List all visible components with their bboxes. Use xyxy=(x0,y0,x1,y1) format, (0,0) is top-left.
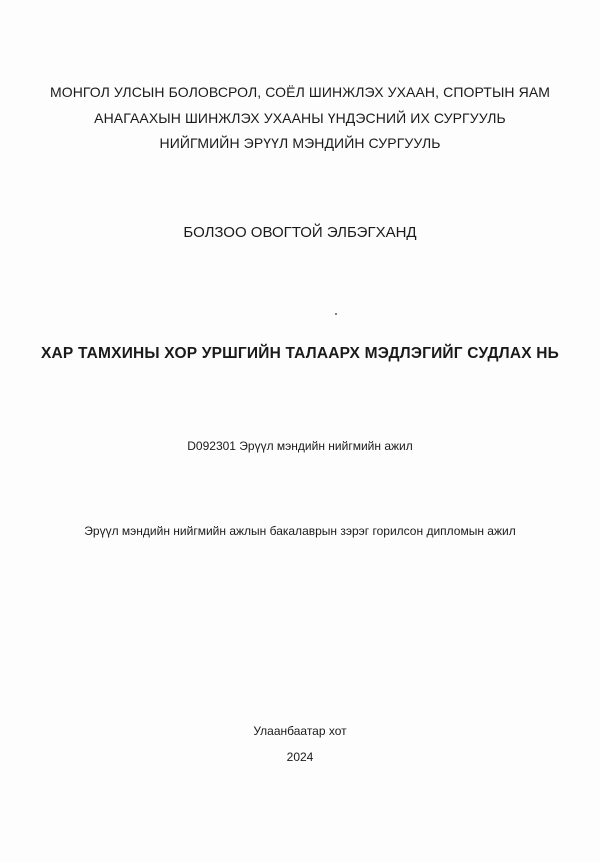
program-code: D092301 Эрүүл мэндийн нийгмийн ажил xyxy=(187,439,413,453)
ministry-name: МОНГОЛ УЛСЫН БОЛОВСРОЛ, СОЁЛ ШИНЖЛЭХ УХААН, СПОРТЫН ЯАМ xyxy=(49,84,551,100)
author-name: БОЛЗОО ОВОГТОЙ ЭЛБЭГХАНД xyxy=(183,224,417,241)
scan-speck xyxy=(335,313,337,315)
school-name: НИЙГМИЙН ЭРҮҮЛ МЭНДИЙН СУРГУУЛЬ xyxy=(159,135,441,151)
university-name: АНАГААХЫН ШИНЖЛЭХ УХААНЫ ҮНДЭСНИЙ ИХ СУРГУУЛЬ xyxy=(94,110,506,126)
thesis-title: ХАР ТАМХИНЫ ХОР УРШГИЙН ТАЛААРХ МЭДЛЭГИЙГ СУДЛАХ НЬ xyxy=(40,345,559,362)
year: 2024 xyxy=(286,750,314,764)
city: Улаанбаатар хот xyxy=(253,724,347,738)
degree-statement: Эрүүл мэндийн нийгмийн ажлын бакалаврын зэрэг горилсон дипломын ажил xyxy=(84,524,516,538)
